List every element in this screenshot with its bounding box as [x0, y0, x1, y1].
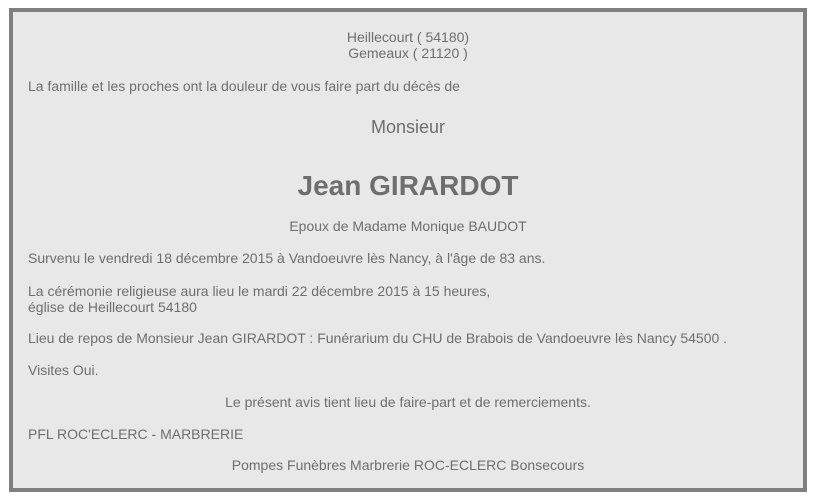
obituary-notice: [9, 8, 807, 492]
location-gemeaux: Gemeaux ( 21120 ): [348, 45, 468, 61]
agency-name: PFL ROC'ECLERC - MARBRERIE: [28, 426, 244, 442]
thanks-text: Le présent avis tient lieu de faire-part et de remerciements.: [225, 394, 591, 410]
intro-text: La famille et les proches ont la douleur de vous faire part du décès de: [28, 78, 460, 94]
deceased-name: Jean GIRARDOT: [297, 170, 519, 201]
footer-text: Pompes Funèbres Marbrerie ROC-ECLERC Bonsecours: [231, 457, 585, 473]
rest-place-info: Lieu de repos de Monsieur Jean GIRARDOT : Funérarium du CHU de Brabois de Vandoeuvre lès Nancy 54500 .: [28, 330, 728, 346]
spouse-text: Epoux de Madame Monique BAUDOT: [289, 218, 527, 234]
ceremony-line-2: église de Heillecourt 54180: [28, 299, 197, 315]
deceased-title: Monsieur: [370, 117, 446, 137]
ceremony-line-1: La cérémonie religieuse aura lieu le mardi 22 décembre 2015 à 15 heures,: [28, 283, 491, 299]
death-info: Survenu le vendredi 18 décembre 2015 à Vandoeuvre lès Nancy, à l'âge de 83 ans.: [28, 250, 546, 266]
visits-info: Visites Oui.: [28, 362, 99, 378]
location-heillecourt: Heillecourt ( 54180): [346, 29, 470, 45]
